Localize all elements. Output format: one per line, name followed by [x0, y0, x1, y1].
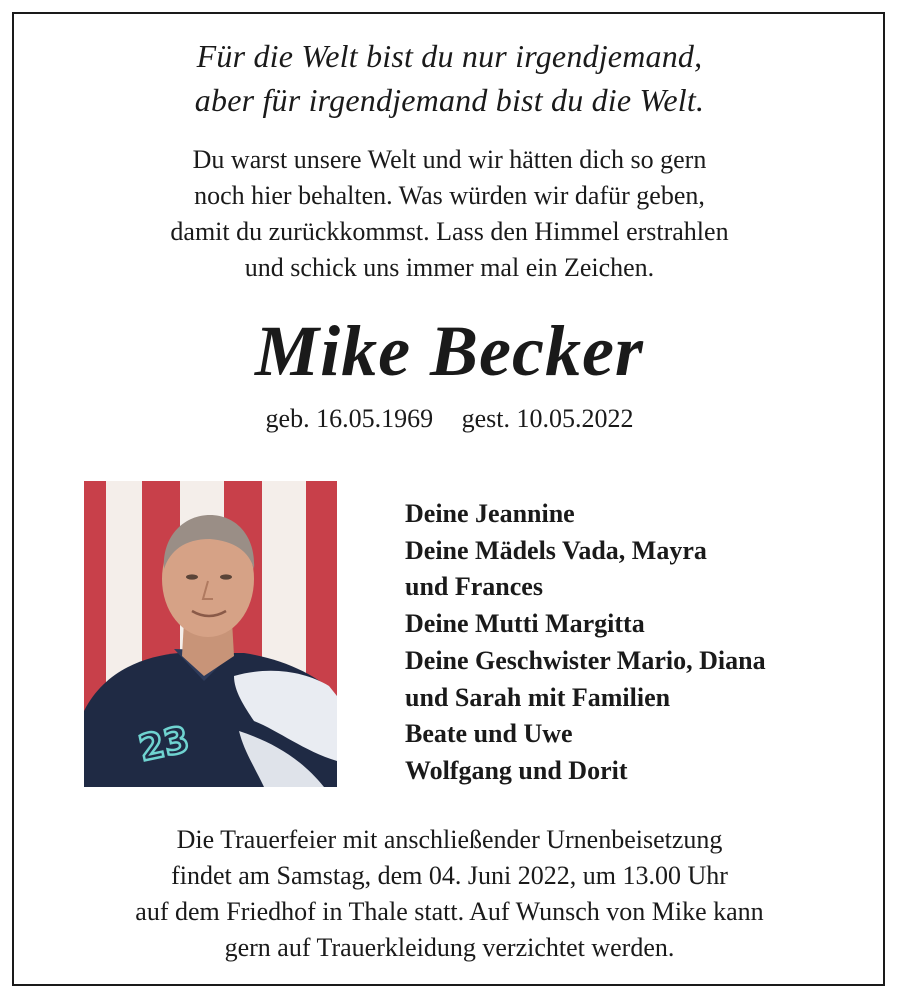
info-line: gern auf Trauerkleidung verzichtet werden.	[224, 933, 675, 962]
portrait-photo	[84, 481, 337, 787]
jersey-number: 23	[135, 719, 193, 770]
quote-line: aber für irgendjemand bist du die Welt.	[194, 82, 705, 118]
mourner-line: und Frances	[405, 572, 543, 602]
deceased-name: Mike Becker	[255, 311, 644, 391]
mourner-line: und Sarah mit Familien	[405, 682, 671, 712]
poem-line: damit du zurückkommst. Lass den Himmel erstrahlen	[170, 217, 729, 246]
life-dates	[0, 402, 899, 436]
info-line: Die Trauerfeier mit anschließender Urnenbeisetzung	[176, 825, 723, 854]
mourner-line: Wolfgang und Dorit	[405, 755, 628, 785]
poem-line: noch hier behalten. Was würden wir dafür geben,	[194, 181, 705, 210]
mourner-line: Deine Geschwister Mario, Diana	[405, 645, 766, 675]
quote-line: Für die Welt bist du nur irgendjemand,	[196, 38, 703, 74]
funeral-info	[0, 822, 899, 966]
poem-text	[0, 142, 899, 286]
info-line: findet am Samstag, dem 04. Juni 2022, um 13.00 Uhr	[171, 861, 728, 890]
opening-quote	[0, 34, 899, 122]
mourner-line: Beate und Uwe	[405, 719, 573, 749]
birth-date: geb. 16.05.1969	[265, 404, 434, 433]
death-date: gest. 10.05.2022	[461, 404, 634, 433]
info-line: auf dem Friedhof in Thale statt. Auf Wunsch von Mike kann	[135, 897, 764, 926]
mourner-line: Deine Mädels Vada, Mayra	[405, 535, 707, 565]
mourners-list	[405, 496, 875, 790]
poem-line: und schick uns immer mal ein Zeichen.	[244, 253, 655, 282]
mourner-line: Deine Mutti Margitta	[405, 609, 645, 639]
mourner-line: Deine Jeannine	[405, 499, 575, 528]
poem-line: Du warst unsere Welt und wir hätten dich so gern	[192, 145, 707, 174]
